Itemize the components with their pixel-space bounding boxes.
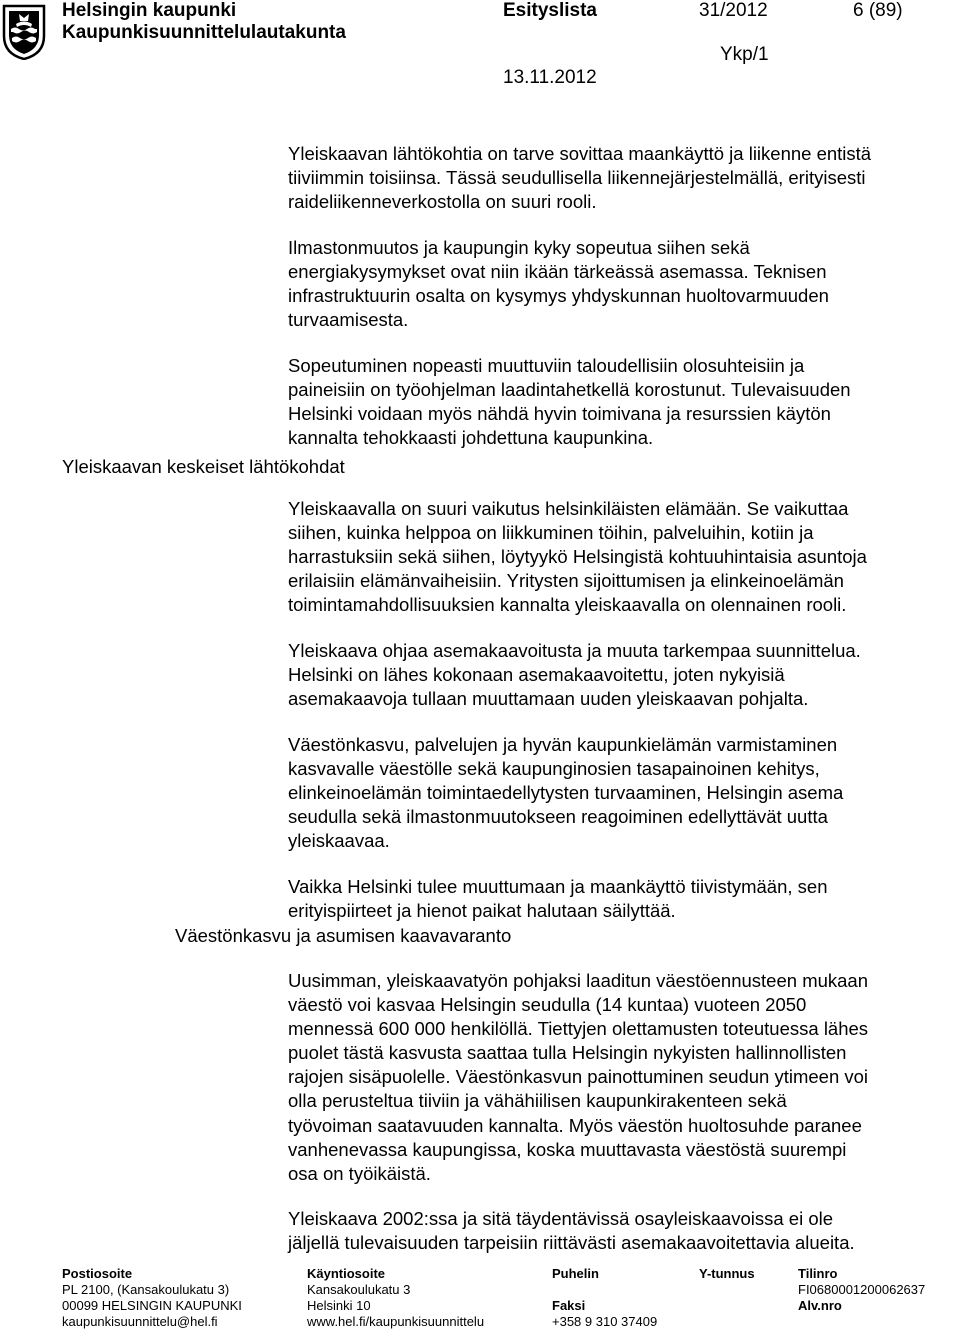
org-name: Helsingin kaupunki xyxy=(62,0,237,21)
footer-ytunnus-heading: Y-tunnus xyxy=(699,1266,755,1281)
page-footer xyxy=(62,1266,954,1332)
paragraph: Sopeutuminen nopeasti muuttuviin taloudellisiin olosuhteisiin ja paineisiin on työohjelman laadintahetkellä korostunut. Tulevaisuuden Helsinki voidaan myös nähdä hyvin toimivana ja resurssien käytön kannalta tehokkaasti johdettuna kaupunkina. xyxy=(288,354,851,448)
footer-account xyxy=(798,1266,925,1314)
footer-visit-line: Helsinki 10 xyxy=(307,1298,371,1313)
board-name: Kaupunkisuunnittelulautakunta xyxy=(62,22,346,43)
section-label-keskeiset-lahtokohdat: Yleiskaavan keskeiset lähtökohdat xyxy=(62,456,345,477)
footer-postal-line: PL 2100, (Kansakoulukatu 3) xyxy=(62,1282,230,1297)
paragraph: Yleiskaavalla on suuri vaikutus helsinkiläisten elämään. Se vaikuttaa siihen, kuinka helppoa on liikkuminen töihin, palveluihin, kotiin ja harrastuksiin sekä siihen, löytyykö Helsingistä kohtuuhintaisia asuntoja erilaisiin elämänvaiheisiin. Yritysten sijoittumisen ja elinkeinoelämän toimintamahdollisuuksien kannalta yleiskaavalla on olennainen rooli. xyxy=(288,498,867,616)
footer-postal-line: 00099 HELSINGIN KAUPUNKI xyxy=(62,1298,242,1313)
footer-email-link[interactable]: kaupunkisuunnittelu@hel.fi xyxy=(62,1314,218,1329)
footer-visit xyxy=(307,1266,484,1330)
paragraph: Ilmastonmuutos ja kaupungin kyky sopeutua siihen sekä energiakysymykset ovat niin ikään tärkeässä asemassa. Teknisen infrastruktuurin osalta on kysymys yhdyskunnan huoltovarmuuden turvaamisesta. xyxy=(288,236,829,331)
footer-visit-line: Kansakoulukatu 3 xyxy=(307,1282,411,1297)
paragraph: Vaikka Helsinki tulee muuttumaan ja maankäyttö tiivistymään, sen erityispiirteet ja hienot paikat halutaan säilyttää. xyxy=(288,875,828,921)
document-type: Esityslista xyxy=(503,0,597,21)
footer-visit-heading: Käyntiosoite xyxy=(307,1266,386,1281)
footer-fax-heading: Faksi xyxy=(552,1298,586,1313)
footer-vat-heading: Alv.nro xyxy=(798,1298,842,1313)
body-text xyxy=(288,142,950,1277)
footer-postal-heading: Postiosoite xyxy=(62,1266,133,1281)
paragraph: Yleiskaavan lähtökohtia on tarve sovittaa maankäyttö ja liikenne entistä tiiviimmin toisiinsa. Tässä seudullisella liikennejärjestelmällä, erityisesti raideliikenneverkostolla on suuri rooli. xyxy=(288,143,872,213)
footer-account-value: FI0680001200062637 xyxy=(798,1282,926,1297)
item-number: Ykp/1 xyxy=(720,44,769,65)
footer-website-link[interactable]: www.hel.fi/kaupunkisuunnittelu xyxy=(307,1314,485,1329)
paragraph: Uusimman, yleiskaavatyön pohjaksi laaditun väestöennusteen mukaan väestö voi kasvaa Helsingin seudulla (14 kuntaa) vuoteen 2050 mennessä 600 000 henkilöllä. Tiettyjen olettamusten toteutuessa lähes puolet tästä kasvusta saattaa tulla Helsingin nykyisten hallinnollisten rajojen sisäpuolelle. Väestönkasvun painottuminen seudun ytimeen voi olla perusteltua tiiviin ja vähähiilisen kaupunkirakenteen sekä työvoiman saatavuuden kannalta. Myös väestön huoltosuhde paranee vanhenevassa kaupungissa, koska muuttavasta väestöstä suurempi osa on työikäistä. xyxy=(288,969,869,1184)
footer-fax-value: +358 9 310 37409 xyxy=(552,1314,658,1329)
footer-account-heading: Tilinro xyxy=(798,1266,838,1281)
paragraph: Yleiskaava ohjaa asemakaavoitusta ja muuta tarkempaa suunnittelua. Helsinki on lähes kokonaan asemakaavoitettu, joten nykyisiä asemakaavoja tullaan muuttamaan uuden yleiskaavan pohjalta. xyxy=(288,640,861,710)
footer-postal xyxy=(62,1266,242,1330)
page-number: 6 (89) xyxy=(853,0,903,21)
footer-ytunnus xyxy=(699,1266,755,1282)
paragraph: Yleiskaava 2002:ssa ja sitä täydentävissä osayleiskaavoissa ei ole jäljellä tulevaisuuden tarpeisiin riittävästi asemakaavoitettavia alueita. xyxy=(288,1208,855,1254)
document-number: 31/2012 xyxy=(699,0,768,21)
meeting-date: 13.11.2012 xyxy=(503,67,597,88)
helsinki-crest-icon xyxy=(2,2,46,60)
footer-phone xyxy=(552,1266,657,1330)
paragraph: Väestönkasvu, palvelujen ja hyvän kaupunkielämän varmistaminen kasvavalle väestölle sekä kaupunginosien tasapainoinen kehitys, elinkeinoelämän toimintaedellytysten turvaaminen, Helsingin asema seudulla sekä ilmastonmuutokseen reagoiminen edellyttävät uutta yleiskaavaa. xyxy=(288,733,844,852)
section-label-vaestonkasvu: Väestönkasvu ja asumisen kaavavaranto xyxy=(175,925,512,946)
footer-phone-heading: Puhelin xyxy=(552,1266,599,1281)
